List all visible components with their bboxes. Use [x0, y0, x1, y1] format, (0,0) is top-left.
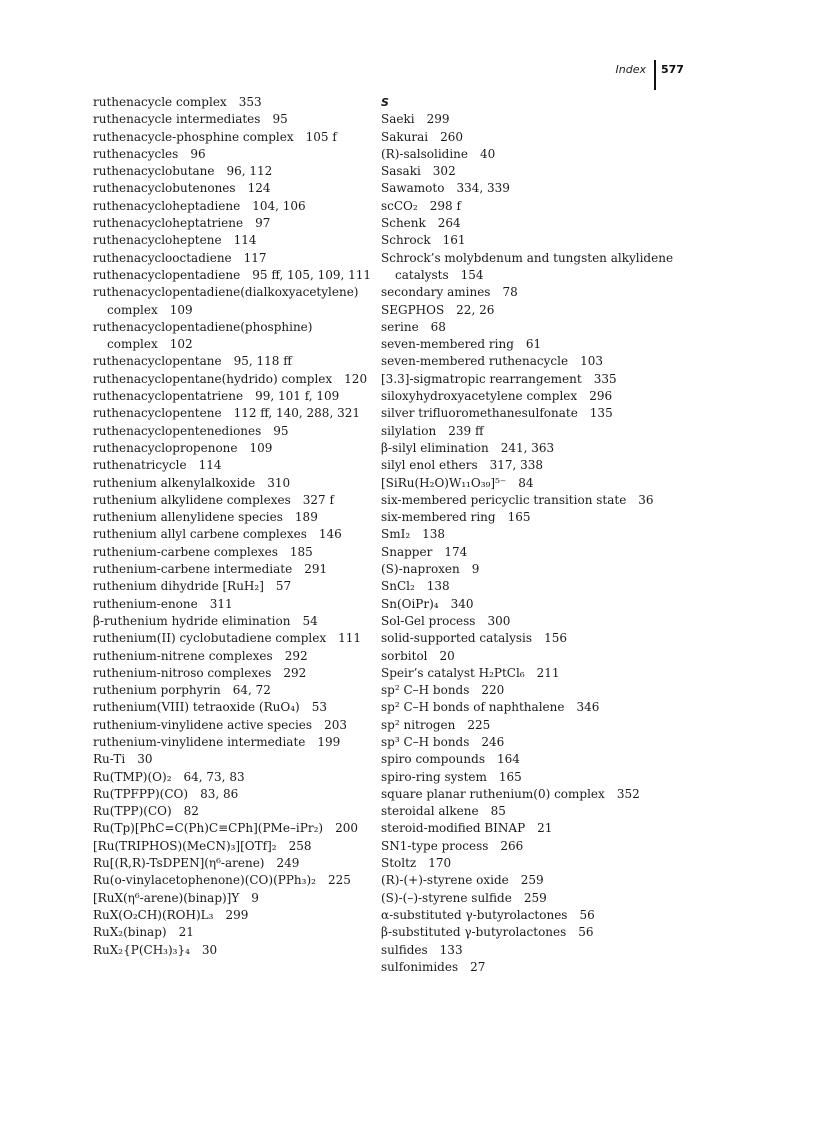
- index-page-refs: 189: [294, 510, 318, 525]
- index-entry: [93, 284, 373, 319]
- index-page-refs: 78: [502, 285, 518, 300]
- index-term: [3.3]-sigmatropic rearrangement: [381, 371, 582, 386]
- index-entry: [93, 423, 373, 440]
- index-page-refs: 9: [471, 562, 480, 577]
- index-page-refs: 21: [178, 925, 194, 940]
- index-term: ruthenium-carbene complexes: [93, 544, 278, 559]
- index-page-refs: 99, 101 f, 109: [255, 389, 340, 404]
- index-term: Schrock: [381, 233, 431, 248]
- index-entry: [93, 803, 373, 820]
- index-entry: [93, 440, 373, 457]
- index-term: ruthenacycle-phosphine complex: [93, 129, 294, 144]
- index-entry: [93, 180, 373, 197]
- index-page-refs: 105 f: [305, 129, 337, 144]
- index-page-refs: 170: [428, 856, 452, 871]
- index-entry: [93, 630, 373, 647]
- index-term: steroidal alkene: [381, 804, 479, 819]
- index-term: β-substituted γ-butyrolactones: [381, 925, 567, 940]
- index-term: [RuX(η⁶-arene)(binap)]Y: [93, 890, 240, 905]
- index-page-refs: 109: [249, 440, 273, 455]
- index-term: ruthenacyclopropenone: [93, 440, 238, 455]
- index-entry: [93, 111, 373, 128]
- index-page-refs: 311: [209, 596, 233, 611]
- index-entry: [381, 890, 681, 907]
- index-entry: [381, 129, 681, 146]
- index-entry: [93, 353, 373, 370]
- index-term: spiro-ring system: [381, 769, 487, 784]
- index-term: SnCl₂: [381, 579, 415, 594]
- index-page-refs: 154: [460, 267, 484, 282]
- index-page-refs: 112 ff, 140, 288, 321: [233, 406, 360, 421]
- header-divider: [654, 60, 656, 90]
- index-term: SmI₂: [381, 527, 411, 542]
- index-entry: [381, 336, 681, 353]
- index-entry: [381, 302, 681, 319]
- index-entry: [381, 163, 681, 180]
- index-page-refs: 56: [579, 907, 595, 922]
- page-number: 577: [661, 63, 684, 76]
- index-page-refs: 61: [525, 337, 542, 352]
- index-entry: [93, 163, 373, 180]
- index-term: Sol-Gel process: [381, 613, 476, 628]
- index-entry: [381, 924, 681, 941]
- index-page-refs: 260: [440, 129, 464, 144]
- index-term: (R)-(+)-styrene oxide: [381, 873, 509, 888]
- index-page-refs: 102: [169, 337, 193, 352]
- index-page-refs: 185: [289, 544, 313, 559]
- index-term: Ru-Ti: [93, 752, 126, 767]
- index-entry: [381, 613, 681, 630]
- index-term: ruthenium-vinylidene intermediate: [93, 734, 306, 749]
- index-term: SEGPHOS: [381, 302, 445, 317]
- index-page-refs: 258: [288, 838, 312, 853]
- index-page-refs: 310: [267, 475, 291, 490]
- index-page-refs: 264: [437, 216, 461, 231]
- index-term: six-membered pericyclic transition state: [381, 492, 627, 507]
- index-entry: [381, 855, 681, 872]
- index-page-refs: 266: [500, 838, 524, 853]
- index-page-refs: 165: [498, 769, 522, 784]
- index-entry: [93, 613, 373, 630]
- index-term: ruthenacycle intermediates: [93, 112, 261, 127]
- running-header-section: Index: [615, 63, 646, 76]
- index-page-refs: 220: [481, 683, 505, 698]
- index-term: RuX₂(binap): [93, 925, 167, 940]
- index-entry: [381, 475, 681, 492]
- index-page-refs: 146: [318, 527, 342, 542]
- index-entry: [93, 457, 373, 474]
- index-entry: [93, 198, 373, 215]
- index-page-refs: 138: [426, 579, 450, 594]
- index-page-refs: 246: [481, 734, 505, 749]
- index-page-refs: 103: [580, 354, 603, 369]
- index-entry: [93, 388, 373, 405]
- index-entry: [381, 440, 681, 457]
- index-page-refs: 164: [496, 752, 520, 767]
- index-entry: [381, 769, 681, 786]
- index-entry: [93, 94, 373, 111]
- index-term: Stoltz: [381, 856, 417, 871]
- index-page-refs: 291: [304, 562, 328, 577]
- index-page-refs: 20: [439, 648, 455, 663]
- index-term: sulfonimides: [381, 959, 459, 974]
- index-entry: [381, 578, 681, 595]
- index-term: Ru[(R,R)-TsDPEN](η⁶-arene): [93, 856, 265, 871]
- index-entry: [93, 371, 373, 388]
- index-page-refs: 292: [284, 648, 308, 663]
- index-page-refs: 334, 339: [456, 181, 510, 196]
- index-entry: [381, 838, 681, 855]
- index-entry: [93, 699, 373, 716]
- index-page-refs: 225: [467, 717, 491, 732]
- index-entry: [381, 872, 681, 889]
- index-entry: [381, 146, 681, 163]
- index-page-refs: 21: [537, 821, 553, 836]
- index-entry: [93, 596, 373, 613]
- index-entry: [381, 509, 681, 526]
- index-term: Ru(o-vinylacetophenone)(CO)(PPh₃)₂: [93, 873, 316, 888]
- index-entry: [93, 405, 373, 422]
- index-page-refs: 239 ff: [448, 423, 484, 438]
- index-term: ruthenatricycle: [93, 458, 187, 473]
- index-entry: [381, 284, 681, 301]
- index-term: ruthenacycloheptene: [93, 233, 222, 248]
- index-entry: [93, 578, 373, 595]
- index-term: ruthenium-nitrene complexes: [93, 648, 273, 663]
- index-entry: [381, 751, 681, 768]
- index-term: steroid-modified BINAP: [381, 821, 526, 836]
- index-term: Sawamoto: [381, 181, 445, 196]
- index-term: ruthenacycloheptadiene: [93, 198, 241, 213]
- index-page-refs: 53: [311, 700, 327, 715]
- index-entry: [93, 820, 373, 837]
- index-page-refs: 135: [589, 406, 613, 421]
- index-term: RuX(O₂CH)(ROH)L₃: [93, 907, 214, 922]
- index-page-refs: 30: [201, 942, 218, 957]
- index-term: scCO₂: [381, 198, 418, 213]
- index-entry: [381, 319, 681, 336]
- index-term: ruthenium-vinylidene active species: [93, 717, 313, 732]
- index-term: sp³ C–H bonds: [381, 734, 470, 749]
- index-term: sp² nitrogen: [381, 717, 456, 732]
- index-entry: [93, 215, 373, 232]
- index-page-refs: 36: [638, 492, 654, 507]
- index-page-refs: 259: [523, 890, 547, 905]
- index-entry: [381, 942, 681, 959]
- index-term: ruthenacycles: [93, 146, 179, 161]
- index-term: ruthenium alkenylalkoxide: [93, 475, 256, 490]
- index-entry: [381, 492, 681, 509]
- index-term: β-ruthenium hydride elimination: [93, 613, 291, 628]
- index-term: ruthenium allyl carbene complexes: [93, 527, 307, 542]
- index-page-refs: 133: [439, 942, 463, 957]
- index-term: Schrock’s molybdenum and tungsten alkylidene catalysts: [381, 250, 674, 282]
- index-page-refs: 296: [589, 389, 613, 404]
- index-term: ruthenium-enone: [93, 596, 198, 611]
- index-term: sulfides: [381, 942, 428, 957]
- index-term: ruthenacyclopentadiene(phosphine) complex: [93, 319, 313, 352]
- index-term: Ru(TMP)(O)₂: [93, 769, 172, 784]
- index-term: secondary amines: [381, 285, 491, 300]
- index-term: Ru(TPP)(CO): [93, 804, 172, 819]
- index-term: square planar ruthenium(0) complex: [381, 786, 605, 801]
- index-page-refs: 199: [317, 734, 341, 749]
- index-term: Ru(Tp)[PhC=C(Ph)C≡CPh](PMe–iPr₂): [93, 821, 324, 836]
- index-term: ruthenium dihydride [RuH₂]: [93, 579, 264, 594]
- index-term: Sakurai: [381, 129, 429, 144]
- index-entry: [381, 423, 681, 440]
- index-page-refs: 40: [480, 146, 496, 161]
- index-entry: [381, 544, 681, 561]
- index-term: (R)-salsolidine: [381, 146, 469, 161]
- index-entry: [381, 405, 681, 422]
- index-page-refs: 96, 112: [226, 164, 273, 179]
- index-page-refs: 346: [576, 700, 600, 715]
- index-term: ruthenium alkylidene complexes: [93, 492, 291, 507]
- index-term: sp² C–H bonds of naphthalene: [381, 700, 565, 715]
- index-page-refs: 95, 118 ff: [233, 354, 292, 369]
- index-entry: [381, 250, 681, 285]
- index-term: Speir’s catalyst H₂PtCl₆: [381, 665, 525, 680]
- index-page-refs: 174: [444, 544, 468, 559]
- index-term: ruthenacyclopentatriene: [93, 389, 244, 404]
- index-entry: [381, 907, 681, 924]
- index-entry: [381, 371, 681, 388]
- index-entry: [381, 699, 681, 716]
- index-page-refs: 30: [137, 752, 153, 767]
- index-page-refs: 22, 26: [456, 302, 495, 317]
- index-page-refs: 84: [518, 475, 534, 490]
- index-term: ruthenacycloheptatriene: [93, 216, 244, 231]
- index-page-refs: 96: [190, 146, 206, 161]
- index-term: ruthenacyclopentane: [93, 354, 222, 369]
- index-page-refs: 165: [507, 510, 531, 525]
- index-entry: [93, 267, 373, 284]
- index-page-refs: 200: [335, 821, 358, 836]
- index-term: RuX₂{P(CH₃)₃}₄: [93, 942, 190, 957]
- index-entry: [93, 717, 373, 734]
- index-page-refs: 54: [302, 613, 318, 628]
- index-entry: [93, 526, 373, 543]
- index-page-refs: 82: [183, 804, 199, 819]
- index-page-refs: 95: [273, 423, 289, 438]
- index-page-refs: 327 f: [302, 492, 334, 507]
- index-page-refs: 95 ff, 105, 109, 111: [252, 267, 372, 282]
- index-entry: [93, 146, 373, 163]
- index-page-refs: 211: [536, 665, 560, 680]
- index-entry: [93, 319, 373, 354]
- index-page-refs: 97: [255, 216, 271, 231]
- index-page-refs: 302: [432, 164, 456, 179]
- index-page-refs: 299: [426, 112, 450, 127]
- index-term: Schenk: [381, 216, 426, 231]
- index-entry: [381, 717, 681, 734]
- index-term: Sasaki: [381, 164, 421, 179]
- index-entry: [93, 838, 373, 855]
- index-page-refs: 225: [327, 873, 351, 888]
- index-entry: [381, 630, 681, 647]
- index-page-refs: 9: [251, 890, 259, 905]
- index-term: ruthenium(II) cyclobutadiene complex: [93, 631, 327, 646]
- index-term: serine: [381, 319, 419, 334]
- index-term: α-substituted γ-butyrolactones: [381, 907, 568, 922]
- index-page-refs: 109: [169, 302, 193, 317]
- index-page-refs: 299: [225, 907, 249, 922]
- index-page-refs: 27: [470, 959, 486, 974]
- index-entry: [381, 232, 681, 249]
- index-term: ruthenacyclobutane: [93, 164, 215, 179]
- index-entry: [93, 907, 373, 924]
- index-term: ruthenacyclopentenediones: [93, 423, 262, 438]
- index-entry: [381, 111, 681, 128]
- index-page-refs: 57: [275, 579, 292, 594]
- index-term: six-membered ring: [381, 510, 496, 525]
- index-entry: [381, 457, 681, 474]
- index-page-refs: 340: [450, 596, 474, 611]
- index-page-refs: 353: [238, 95, 262, 109]
- index-entry: [93, 232, 373, 249]
- index-term: ruthenacyclooctadiene: [93, 250, 232, 265]
- index-term: [SiRu(H₂O)W₁₁O₃₉]⁵⁻: [381, 475, 507, 490]
- index-entry: [93, 942, 373, 959]
- index-entry: [93, 682, 373, 699]
- index-entry: [93, 872, 373, 889]
- index-term: ruthenacyclopentane(hydrido) complex: [93, 371, 333, 386]
- index-entry: [93, 855, 373, 872]
- index-term: ruthenacyclopentene: [93, 406, 222, 421]
- index-page-refs: 124: [247, 181, 271, 196]
- index-term: silylation: [381, 423, 437, 438]
- index-term: Sn(OiPr)₄: [381, 596, 439, 611]
- index-page-refs: 117: [243, 250, 267, 265]
- index-entry: [381, 180, 681, 197]
- index-page-refs: 83, 86: [200, 786, 239, 801]
- index-entry: [381, 526, 681, 543]
- index-page-refs: 120: [344, 371, 368, 386]
- index-entry: [93, 544, 373, 561]
- index-page-refs: 64, 72: [232, 683, 271, 698]
- index-page-refs: 335: [593, 371, 617, 386]
- index-entry: [93, 648, 373, 665]
- index-term: ruthenium porphyrin: [93, 683, 221, 698]
- index-entry: [381, 353, 681, 370]
- index-term: seven-membered ruthenacycle: [381, 354, 569, 369]
- index-entry: [381, 665, 681, 682]
- index-term: spiro compounds: [381, 752, 485, 767]
- index-page-refs: 352: [616, 786, 640, 801]
- index-term: silver trifluoromethanesulfonate: [381, 406, 578, 421]
- index-entry: [381, 561, 681, 578]
- index-page-refs: 298 f: [429, 198, 461, 213]
- index-column-left: [93, 94, 373, 959]
- index-entry: [93, 924, 373, 941]
- index-term: ruthenacycle complex: [93, 95, 227, 109]
- index-term: seven-membered ring: [381, 337, 514, 352]
- index-page-refs: 249: [276, 856, 300, 871]
- index-entry: [93, 509, 373, 526]
- index-page-refs: 241, 363: [500, 440, 555, 455]
- index-term: (S)-(–)-styrene sulfide: [381, 890, 512, 905]
- index-entry: [381, 959, 681, 976]
- index-entry: [93, 786, 373, 803]
- index-page-refs: 300: [487, 613, 511, 628]
- index-page-refs: 64, 73, 83: [183, 769, 245, 784]
- index-page-refs: 161: [442, 233, 466, 248]
- index-entry: [93, 129, 373, 146]
- index-entry: [381, 803, 681, 820]
- index-page-refs: 138: [422, 527, 446, 542]
- index-term: (S)-naproxen: [381, 562, 460, 577]
- index-entry: [381, 648, 681, 665]
- index-page-refs: 114: [233, 233, 257, 248]
- index-entry: [93, 734, 373, 751]
- running-header: [0, 60, 816, 92]
- index-page-refs: 85: [490, 804, 506, 819]
- index-entry: [381, 198, 681, 215]
- index-page-refs: 292: [283, 665, 307, 680]
- index-entry: [93, 561, 373, 578]
- index-term: ruthenacyclobutenones: [93, 181, 236, 196]
- index-term: siloxyhydroxyacetylene complex: [381, 389, 578, 404]
- index-entry: [381, 596, 681, 613]
- index-term: ruthenacyclopentadiene: [93, 267, 241, 282]
- index-page-refs: 68: [430, 319, 446, 334]
- index-entry: [381, 215, 681, 232]
- index-entry: [381, 734, 681, 751]
- index-term: SN1-type process: [381, 838, 489, 853]
- index-term: ruthenium-carbene intermediate: [93, 562, 293, 577]
- index-page-refs: 203: [324, 717, 347, 732]
- index-page-refs: 317, 338: [489, 458, 544, 473]
- index-entry: [93, 475, 373, 492]
- section-letter: S: [381, 96, 389, 109]
- index-entry: [93, 665, 373, 682]
- index-entry: [93, 492, 373, 509]
- index-entry: [381, 388, 681, 405]
- index-column-right: [381, 94, 681, 976]
- index-term: Snapper: [381, 544, 433, 559]
- index-term: [Ru(TRIPHOS)(MeCN)₃][OTf]₂: [93, 838, 277, 853]
- index-term: sorbitol: [381, 648, 428, 663]
- index-term: Ru(TPFPP)(CO): [93, 786, 189, 801]
- index-term: β-silyl elimination: [381, 440, 489, 455]
- index-page-refs: 111: [338, 631, 362, 646]
- index-entry: [93, 890, 373, 907]
- index-term: ruthenium-nitroso complexes: [93, 665, 272, 680]
- index-entry: [381, 820, 681, 837]
- index-term: sp² C–H bonds: [381, 683, 470, 698]
- index-page-refs: 104, 106: [252, 198, 306, 213]
- index-page-refs: 259: [520, 873, 544, 888]
- index-entry: [93, 250, 373, 267]
- index-page-refs: 95: [272, 112, 288, 127]
- index-term: Saeki: [381, 112, 415, 127]
- index-page-refs: 56: [578, 925, 594, 940]
- index-entry: [381, 682, 681, 699]
- index-entry: [381, 786, 681, 803]
- index-page-refs: 156: [544, 631, 567, 646]
- index-term: solid-supported catalysis: [381, 631, 533, 646]
- index-term: silyl enol ethers: [381, 458, 478, 473]
- index-entry: [93, 751, 373, 768]
- index-term: ruthenium(VIII) tetraoxide (RuO₄): [93, 700, 300, 715]
- index-term: ruthenacyclopentadiene(dialkoxyacetylene) complex: [93, 285, 359, 317]
- index-page-refs: 114: [198, 458, 222, 473]
- index-entry: [93, 769, 373, 786]
- index-term: ruthenium allenylidene species: [93, 510, 283, 525]
